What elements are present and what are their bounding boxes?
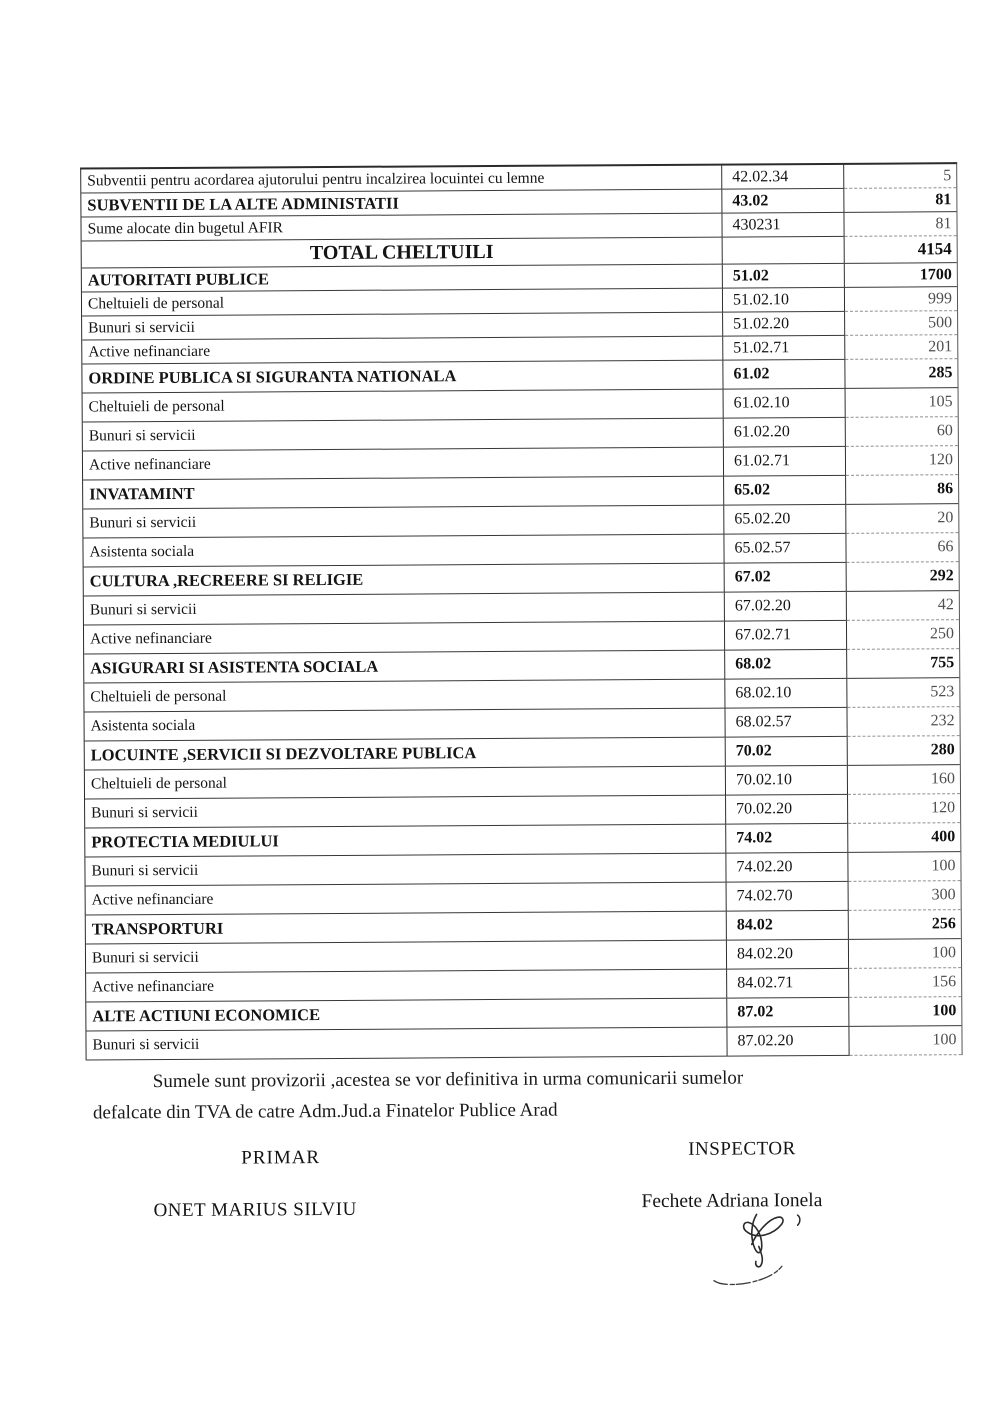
row-value: 292: [847, 562, 959, 592]
row-value: 500: [845, 311, 957, 336]
row-label: Bunuri si servicii: [85, 796, 726, 829]
row-value: 300: [849, 881, 961, 911]
inspector-title: INSPECTOR: [688, 1138, 796, 1160]
row-code: 70.02.20: [726, 795, 848, 825]
primar-title: PRIMAR: [241, 1147, 321, 1169]
row-code: 67.02.71: [725, 621, 847, 651]
row-value: 86: [846, 475, 958, 505]
row-value: 5: [844, 164, 956, 189]
row-label: Subventii pentru acordarea ajutorului pentru incalzirea locuintei cu lemne: [81, 166, 722, 194]
budget-table: [80, 162, 962, 1060]
row-code: 51.02.71: [723, 336, 845, 361]
row-value: 160: [848, 765, 960, 795]
row-code: 87.02: [727, 998, 849, 1028]
primar-name: ONET MARIUS SILVIU: [153, 1198, 357, 1222]
row-code: 65.02.57: [724, 534, 846, 564]
row-code: 84.02: [727, 911, 849, 941]
row-code: 51.02.20: [723, 312, 845, 337]
handwritten-signature: [702, 1202, 833, 1293]
row-label: PROTECTIA MEDIULUI: [85, 825, 726, 858]
row-label: LOCUINTE ,SERVICII SI DEZVOLTARE PUBLICA: [85, 738, 726, 771]
row-code: 430231: [722, 213, 844, 238]
row-label: Active nefinanciare: [86, 883, 727, 916]
row-code: 65.02.20: [724, 505, 846, 535]
note-line-1: Sumele sunt provizorii ,acestea se vor definitiva in urma comunicarii sumelor: [152, 1067, 744, 1093]
row-value: 42: [847, 591, 959, 621]
row-label: Active nefinanciare: [83, 448, 724, 481]
row-code: 42.02.34: [722, 165, 844, 190]
row-label: TOTAL CHELTUILI: [82, 238, 723, 269]
row-label: Bunuri si servicii: [82, 313, 723, 341]
row-value: 285: [845, 359, 957, 389]
row-value: 100: [848, 852, 960, 882]
row-value: 81: [844, 212, 956, 237]
row-code: 61.02.71: [724, 447, 846, 477]
row-code: 67.02: [725, 563, 847, 593]
row-label: Bunuri si servicii: [84, 593, 725, 626]
row-value: 20: [846, 504, 958, 534]
row-value: 256: [849, 910, 961, 940]
row-code: 84.02.20: [727, 940, 849, 970]
row-label: Sume alocate din bugetul AFIR: [81, 214, 722, 242]
row-label: Cheltuieli de personal: [82, 289, 723, 317]
row-label: Bunuri si servicii: [86, 941, 727, 974]
row-code: 61.02: [723, 360, 845, 390]
row-code: 68.02: [725, 650, 847, 680]
row-value: 120: [848, 794, 960, 824]
row-code: 51.02.10: [723, 288, 845, 313]
row-value: 1700: [845, 263, 957, 288]
inspector-name: Fechete Adriana Ionela: [641, 1190, 823, 1213]
row-label: ASIGURARI SI ASISTENTA SOCIALA: [84, 651, 725, 684]
row-code: 87.02.20: [727, 1027, 849, 1057]
row-value: 120: [846, 446, 958, 476]
row-label: CULTURA ,RECREERE SI RELIGIE: [84, 564, 725, 597]
note-line-2: defalcate din TVA de catre Adm.Jud.a Finatelor Publice Arad: [92, 1099, 558, 1124]
table-row: [86, 1026, 961, 1060]
row-label: TRANSPORTURI: [86, 912, 727, 945]
row-label: ALTE ACTIUNI ECONOMICE: [86, 999, 727, 1032]
row-code: 51.02: [723, 264, 845, 289]
row-label: Active nefinanciare: [86, 970, 727, 1003]
row-code: 61.02.10: [724, 389, 846, 419]
row-code: 74.02.20: [726, 853, 848, 883]
row-value: 100: [849, 997, 961, 1027]
row-value: 60: [846, 417, 958, 447]
row-code: [723, 237, 845, 265]
row-label: Bunuri si servicii: [86, 1028, 727, 1061]
row-label: Asistenta sociala: [83, 535, 724, 568]
row-code: 43.02: [722, 189, 844, 214]
row-value: 250: [847, 620, 959, 650]
row-label: Active nefinanciare: [84, 622, 725, 655]
row-label: SUBVENTII DE LA ALTE ADMINISTATII: [81, 190, 722, 218]
row-code: 70.02.10: [726, 766, 848, 796]
row-value: 400: [848, 823, 960, 853]
row-value: 755: [847, 649, 959, 679]
row-value: 523: [847, 678, 959, 708]
row-code: 74.02: [726, 824, 848, 854]
row-code: 74.02.70: [727, 882, 849, 912]
row-value: 105: [846, 388, 958, 418]
row-value: 66: [846, 533, 958, 563]
row-label: Cheltuieli de personal: [83, 390, 724, 423]
row-label: Bunuri si servicii: [85, 854, 726, 887]
provisional-sums-note: [93, 1062, 893, 1129]
row-value: 232: [847, 707, 959, 737]
row-label: AUTORITATI PUBLICE: [82, 265, 723, 293]
row-value: 4154: [845, 236, 957, 264]
row-value: 156: [849, 968, 961, 998]
row-code: 65.02: [724, 476, 846, 506]
row-label: Bunuri si servicii: [83, 419, 724, 452]
row-value: 999: [845, 287, 957, 312]
row-value: 100: [849, 939, 961, 969]
row-code: 61.02.20: [724, 418, 846, 448]
row-code: 70.02: [726, 737, 848, 767]
row-label: Cheltuieli de personal: [85, 767, 726, 800]
row-label: INVATAMINT: [83, 477, 724, 510]
row-code: 68.02.57: [725, 708, 847, 738]
row-code: 68.02.10: [725, 679, 847, 709]
row-value: 201: [845, 335, 957, 360]
row-value: 280: [848, 736, 960, 766]
row-value: 100: [849, 1026, 961, 1056]
row-code: 67.02.20: [725, 592, 847, 622]
row-label: Asistenta sociala: [84, 709, 725, 742]
row-label: ORDINE PUBLICA SI SIGURANTA NATIONALA: [82, 361, 723, 394]
row-value: 81: [844, 188, 956, 213]
row-label: Cheltuieli de personal: [84, 680, 725, 713]
row-code: 84.02.71: [727, 969, 849, 999]
row-label: Active nefinanciare: [82, 337, 723, 365]
row-label: Bunuri si servicii: [83, 506, 724, 539]
